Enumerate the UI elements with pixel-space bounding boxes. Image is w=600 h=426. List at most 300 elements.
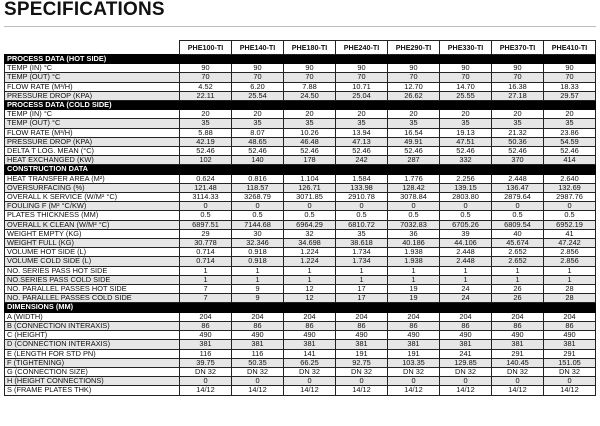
value-cell: 70 (180, 73, 232, 82)
table-row (5, 294, 596, 303)
row-label: WEIGHT EMPTY (KG) (5, 229, 180, 238)
value-cell: 242 (336, 156, 388, 165)
value-cell: DN 32 (232, 367, 284, 376)
value-cell: 204 (492, 312, 544, 321)
value-cell: 0.5 (232, 211, 284, 220)
value-cell: 2.448 (492, 174, 544, 183)
value-cell: 2.652 (492, 257, 544, 266)
row-label: TEMP (IN) °C (5, 64, 180, 73)
value-cell: 133.98 (336, 183, 388, 192)
value-cell: 204 (440, 312, 492, 321)
value-cell: 30.778 (180, 239, 232, 248)
value-cell: 70 (440, 73, 492, 82)
table-row (5, 285, 596, 294)
value-cell: 24 (440, 285, 492, 294)
value-cell: 25.04 (336, 91, 388, 100)
value-cell: 0.918 (232, 257, 284, 266)
value-cell: 490 (180, 331, 232, 340)
section-filler-cell (232, 55, 284, 64)
value-cell: 4.52 (180, 82, 232, 91)
value-cell: 191 (388, 349, 440, 358)
table-row (5, 386, 596, 395)
value-cell: 24 (440, 294, 492, 303)
value-cell: 46.48 (284, 137, 336, 146)
value-cell: 23.86 (544, 128, 596, 137)
value-cell: 20 (440, 110, 492, 119)
value-cell: 490 (544, 331, 596, 340)
table-row (5, 82, 596, 91)
table-row (5, 119, 596, 128)
value-cell: 26 (492, 294, 544, 303)
model-header: PHE370-TI (492, 41, 544, 55)
value-cell: 30 (232, 229, 284, 238)
table-row (5, 137, 596, 146)
table-row (5, 174, 596, 183)
section-header-row (5, 303, 596, 312)
value-cell: 8.07 (232, 128, 284, 137)
row-label: NO.SERIES PASS COLD SIDE (5, 275, 180, 284)
model-header-row (5, 41, 596, 55)
section-filler-cell (284, 101, 336, 110)
value-cell: 0 (544, 377, 596, 386)
value-cell: 90 (388, 64, 440, 73)
table-row (5, 183, 596, 192)
value-cell: 0 (284, 202, 336, 211)
section-title: DIMENSIONS (MM) (5, 303, 180, 312)
row-label: FLOW RATE (M³/H) (5, 128, 180, 137)
value-cell: 140 (232, 156, 284, 165)
model-header: PHE100-TI (180, 41, 232, 55)
value-cell: 1 (180, 266, 232, 275)
value-cell: 52.46 (440, 147, 492, 156)
section-filler-cell (180, 101, 232, 110)
value-cell: 20 (492, 110, 544, 119)
row-label: E (LENGTH FOR STD PN) (5, 349, 180, 358)
value-cell: 1 (440, 266, 492, 275)
value-cell: 12 (284, 294, 336, 303)
value-cell: 66.25 (284, 358, 336, 367)
table-row (5, 128, 596, 137)
value-cell: 52.46 (492, 147, 544, 156)
value-cell: 35 (492, 119, 544, 128)
section-header-row (5, 165, 596, 174)
value-cell: 291 (544, 349, 596, 358)
section-filler-cell (284, 55, 336, 64)
value-cell: DN 32 (180, 367, 232, 376)
value-cell: 9 (232, 285, 284, 294)
value-cell: 21.32 (492, 128, 544, 137)
value-cell: 490 (336, 331, 388, 340)
section-filler-cell (180, 165, 232, 174)
value-cell: 1 (492, 275, 544, 284)
table-row (5, 340, 596, 349)
value-cell: 86 (180, 321, 232, 330)
value-cell: 136.47 (492, 183, 544, 192)
value-cell: 9 (232, 294, 284, 303)
model-header: PHE180-TI (284, 41, 336, 55)
section-filler-cell (492, 303, 544, 312)
value-cell: 2.640 (544, 174, 596, 183)
value-cell: 178 (284, 156, 336, 165)
value-cell: 490 (440, 331, 492, 340)
value-cell: 121.48 (180, 183, 232, 192)
value-cell: 0 (336, 202, 388, 211)
value-cell: 1.224 (284, 257, 336, 266)
value-cell: 381 (336, 340, 388, 349)
value-cell: 48.65 (232, 137, 284, 146)
section-filler-cell (388, 303, 440, 312)
value-cell: 1.224 (284, 248, 336, 257)
row-label: NO. PARALLEL PASSES HOT SIDE (5, 285, 180, 294)
value-cell: 490 (232, 331, 284, 340)
value-cell: 102 (180, 156, 232, 165)
value-cell: 14/12 (232, 386, 284, 395)
table-row (5, 349, 596, 358)
section-filler-cell (492, 101, 544, 110)
value-cell: 49.91 (388, 137, 440, 146)
value-cell: 52.46 (544, 147, 596, 156)
value-cell: 1 (232, 275, 284, 284)
value-cell: 1 (492, 266, 544, 275)
value-cell: 40.186 (388, 239, 440, 248)
section-filler-cell (336, 55, 388, 64)
table-row (5, 110, 596, 119)
value-cell: 0.816 (232, 174, 284, 183)
row-label: TEMP (IN) °C (5, 110, 180, 119)
value-cell: 191 (336, 349, 388, 358)
value-cell: 39 (440, 229, 492, 238)
model-header: PHE140-TI (232, 41, 284, 55)
section-filler-cell (232, 101, 284, 110)
value-cell: 52.46 (336, 147, 388, 156)
value-cell: 47.13 (336, 137, 388, 146)
value-cell: 17 (336, 285, 388, 294)
value-cell: 0 (336, 377, 388, 386)
value-cell: 10.26 (284, 128, 336, 137)
value-cell: 6705.26 (440, 220, 492, 229)
value-cell: 204 (232, 312, 284, 321)
value-cell: 1 (388, 275, 440, 284)
value-cell: 6809.54 (492, 220, 544, 229)
value-cell: DN 32 (284, 367, 336, 376)
value-cell: 34.698 (284, 239, 336, 248)
row-label: VOLUME HOT SIDE (L) (5, 248, 180, 257)
table-row (5, 257, 596, 266)
value-cell: 52.46 (284, 147, 336, 156)
value-cell: 24.50 (284, 91, 336, 100)
value-cell: 0.5 (336, 211, 388, 220)
value-cell: 70 (388, 73, 440, 82)
row-label: DELTA T LOG. MEAN (°C) (5, 147, 180, 156)
value-cell: 2.856 (544, 257, 596, 266)
value-cell: 490 (492, 331, 544, 340)
value-cell: 20 (180, 110, 232, 119)
table-row (5, 211, 596, 220)
value-cell: 47.51 (440, 137, 492, 146)
row-label: A (WIDTH) (5, 312, 180, 321)
value-cell: 17 (336, 294, 388, 303)
table-row (5, 91, 596, 100)
value-cell: 28 (544, 294, 596, 303)
value-cell: 3071.85 (284, 193, 336, 202)
value-cell: 14/12 (336, 386, 388, 395)
value-cell: 141 (284, 349, 336, 358)
section-filler-cell (440, 165, 492, 174)
table-row (5, 377, 596, 386)
value-cell: 0.5 (388, 211, 440, 220)
value-cell: 29.57 (544, 91, 596, 100)
value-cell: 12.70 (388, 82, 440, 91)
value-cell: 90 (440, 64, 492, 73)
value-cell: 1.104 (284, 174, 336, 183)
table-row (5, 331, 596, 340)
value-cell: 204 (544, 312, 596, 321)
header-blank-cell (5, 41, 180, 55)
value-cell: 32 (284, 229, 336, 238)
value-cell: 14.70 (440, 82, 492, 91)
value-cell: 35 (388, 119, 440, 128)
value-cell: 381 (544, 340, 596, 349)
section-filler-cell (544, 101, 596, 110)
section-title: PROCESS DATA (COLD SIDE) (5, 101, 180, 110)
section-filler-cell (284, 165, 336, 174)
value-cell: 52.46 (232, 147, 284, 156)
value-cell: 370 (492, 156, 544, 165)
value-cell: 2803.80 (440, 193, 492, 202)
value-cell: 70 (544, 73, 596, 82)
value-cell: 0.5 (544, 211, 596, 220)
value-cell: 26 (492, 285, 544, 294)
value-cell: 1 (180, 275, 232, 284)
value-cell: 14/12 (388, 386, 440, 395)
value-cell: 90 (284, 64, 336, 73)
model-header: PHE330-TI (440, 41, 492, 55)
value-cell: 70 (492, 73, 544, 82)
section-title: CONSTRUCTION DATA (5, 165, 180, 174)
value-cell: DN 32 (388, 367, 440, 376)
section-filler-cell (440, 101, 492, 110)
section-header-row (5, 55, 596, 64)
section-filler-cell (440, 55, 492, 64)
row-label: D (CONNECTION INTERAXIS) (5, 340, 180, 349)
value-cell: 1 (232, 266, 284, 275)
value-cell: 13.94 (336, 128, 388, 137)
value-cell: 16.38 (492, 82, 544, 91)
value-cell: 1 (544, 266, 596, 275)
value-cell: 1 (336, 275, 388, 284)
table-row (5, 248, 596, 257)
value-cell: 7.88 (284, 82, 336, 91)
value-cell: 204 (180, 312, 232, 321)
value-cell: 2.856 (544, 248, 596, 257)
value-cell: 12 (284, 285, 336, 294)
table-row (5, 358, 596, 367)
row-label: PLATES THICKNESS (MM) (5, 211, 180, 220)
value-cell: 0.5 (440, 211, 492, 220)
value-cell: 139.15 (440, 183, 492, 192)
value-cell: 0 (388, 202, 440, 211)
section-filler-cell (544, 303, 596, 312)
value-cell: 6810.72 (336, 220, 388, 229)
value-cell: 1.938 (388, 248, 440, 257)
row-label: F (TIGHTENING) (5, 358, 180, 367)
value-cell: 128.42 (388, 183, 440, 192)
section-filler-cell (440, 303, 492, 312)
value-cell: 7032.83 (388, 220, 440, 229)
value-cell: 2.448 (440, 257, 492, 266)
row-label: G (CONNECTION SIZE) (5, 367, 180, 376)
section-filler-cell (180, 55, 232, 64)
table-row (5, 64, 596, 73)
section-filler-cell (232, 303, 284, 312)
value-cell: 39.75 (180, 358, 232, 367)
value-cell: 151.05 (544, 358, 596, 367)
value-cell: 70 (232, 73, 284, 82)
value-cell: 2987.76 (544, 193, 596, 202)
value-cell: 0 (180, 202, 232, 211)
table-row (5, 147, 596, 156)
value-cell: 2.256 (440, 174, 492, 183)
value-cell: 204 (336, 312, 388, 321)
value-cell: 18.33 (544, 82, 596, 91)
value-cell: 90 (544, 64, 596, 73)
value-cell: 92.75 (336, 358, 388, 367)
value-cell: 7 (180, 294, 232, 303)
value-cell: 0.714 (180, 257, 232, 266)
value-cell: 2879.64 (492, 193, 544, 202)
value-cell: 90 (336, 64, 388, 73)
value-cell: 381 (284, 340, 336, 349)
value-cell: 0 (388, 377, 440, 386)
value-cell: 0 (232, 377, 284, 386)
value-cell: 0 (440, 377, 492, 386)
value-cell: 35 (544, 119, 596, 128)
value-cell: 204 (284, 312, 336, 321)
value-cell: 1.776 (388, 174, 440, 183)
title-divider (4, 26, 596, 27)
value-cell: 41 (544, 229, 596, 238)
value-cell: 116 (232, 349, 284, 358)
value-cell: 27.18 (492, 91, 544, 100)
value-cell: 1.938 (388, 257, 440, 266)
value-cell: 0.918 (232, 248, 284, 257)
value-cell: 54.59 (544, 137, 596, 146)
value-cell: 20 (544, 110, 596, 119)
value-cell: 381 (440, 340, 492, 349)
model-header: PHE410-TI (544, 41, 596, 55)
value-cell: 0.5 (492, 211, 544, 220)
value-cell: 35 (336, 229, 388, 238)
value-cell: 14/12 (440, 386, 492, 395)
value-cell: 291 (492, 349, 544, 358)
value-cell: 35 (440, 119, 492, 128)
value-cell: 1.734 (336, 257, 388, 266)
value-cell: 90 (492, 64, 544, 73)
page-title: SPECIFICATIONS (4, 0, 165, 20)
row-label: VOLUME COLD SIDE (L) (5, 257, 180, 266)
value-cell: 38.618 (336, 239, 388, 248)
value-cell: 40 (492, 229, 544, 238)
value-cell: 86 (492, 321, 544, 330)
value-cell: 414 (544, 156, 596, 165)
value-cell: 14/12 (492, 386, 544, 395)
value-cell: 381 (492, 340, 544, 349)
value-cell: 20 (232, 110, 284, 119)
value-cell: 3114.33 (180, 193, 232, 202)
value-cell: 241 (440, 349, 492, 358)
value-cell: 44.106 (440, 239, 492, 248)
value-cell: 28 (544, 285, 596, 294)
row-label: PRESSURE DROP (KPA) (5, 91, 180, 100)
value-cell: 36 (388, 229, 440, 238)
specifications-table (4, 40, 596, 396)
value-cell: 490 (284, 331, 336, 340)
row-label: PRESSURE DROP (KPA) (5, 137, 180, 146)
value-cell: 0.5 (284, 211, 336, 220)
table-row (5, 229, 596, 238)
value-cell: 0 (544, 202, 596, 211)
value-cell: 45.674 (492, 239, 544, 248)
value-cell: 0 (440, 202, 492, 211)
value-cell: 2.448 (440, 248, 492, 257)
row-label: B (CONNECTION INTERAXIS) (5, 321, 180, 330)
value-cell: 70 (284, 73, 336, 82)
table-row (5, 367, 596, 376)
value-cell: 50.35 (232, 358, 284, 367)
value-cell: 1 (284, 275, 336, 284)
value-cell: 116 (180, 349, 232, 358)
row-label: FOULING F (M² °C/KW) (5, 202, 180, 211)
table-row (5, 312, 596, 321)
row-label: H (HEIGHT CONNECTIONS) (5, 377, 180, 386)
section-filler-cell (180, 303, 232, 312)
section-filler-cell (544, 55, 596, 64)
value-cell: 16.54 (388, 128, 440, 137)
value-cell: 490 (388, 331, 440, 340)
section-filler-cell (336, 165, 388, 174)
value-cell: 52.46 (180, 147, 232, 156)
value-cell: 20 (388, 110, 440, 119)
value-cell: 0 (284, 377, 336, 386)
value-cell: 2910.78 (336, 193, 388, 202)
value-cell: 140.45 (492, 358, 544, 367)
table-row (5, 193, 596, 202)
table-row (5, 156, 596, 165)
value-cell: 25.54 (232, 91, 284, 100)
value-cell: 204 (388, 312, 440, 321)
table-row (5, 266, 596, 275)
row-label: NO. PARALLEL PASSES COLD SIDE (5, 294, 180, 303)
section-filler-cell (336, 303, 388, 312)
value-cell: 35 (232, 119, 284, 128)
specifications-body (5, 55, 596, 396)
value-cell: 19.13 (440, 128, 492, 137)
value-cell: 86 (544, 321, 596, 330)
value-cell: 0.624 (180, 174, 232, 183)
value-cell: 1 (440, 275, 492, 284)
value-cell: 32.346 (232, 239, 284, 248)
value-cell: 35 (284, 119, 336, 128)
value-cell: 42.19 (180, 137, 232, 146)
row-label: NO. SERIES PASS HOT SIDE (5, 266, 180, 275)
section-filler-cell (336, 101, 388, 110)
value-cell: 0 (492, 377, 544, 386)
table-row (5, 239, 596, 248)
value-cell: 7144.68 (232, 220, 284, 229)
model-header: PHE240-TI (336, 41, 388, 55)
value-cell: 50.36 (492, 137, 544, 146)
value-cell: 0 (180, 377, 232, 386)
